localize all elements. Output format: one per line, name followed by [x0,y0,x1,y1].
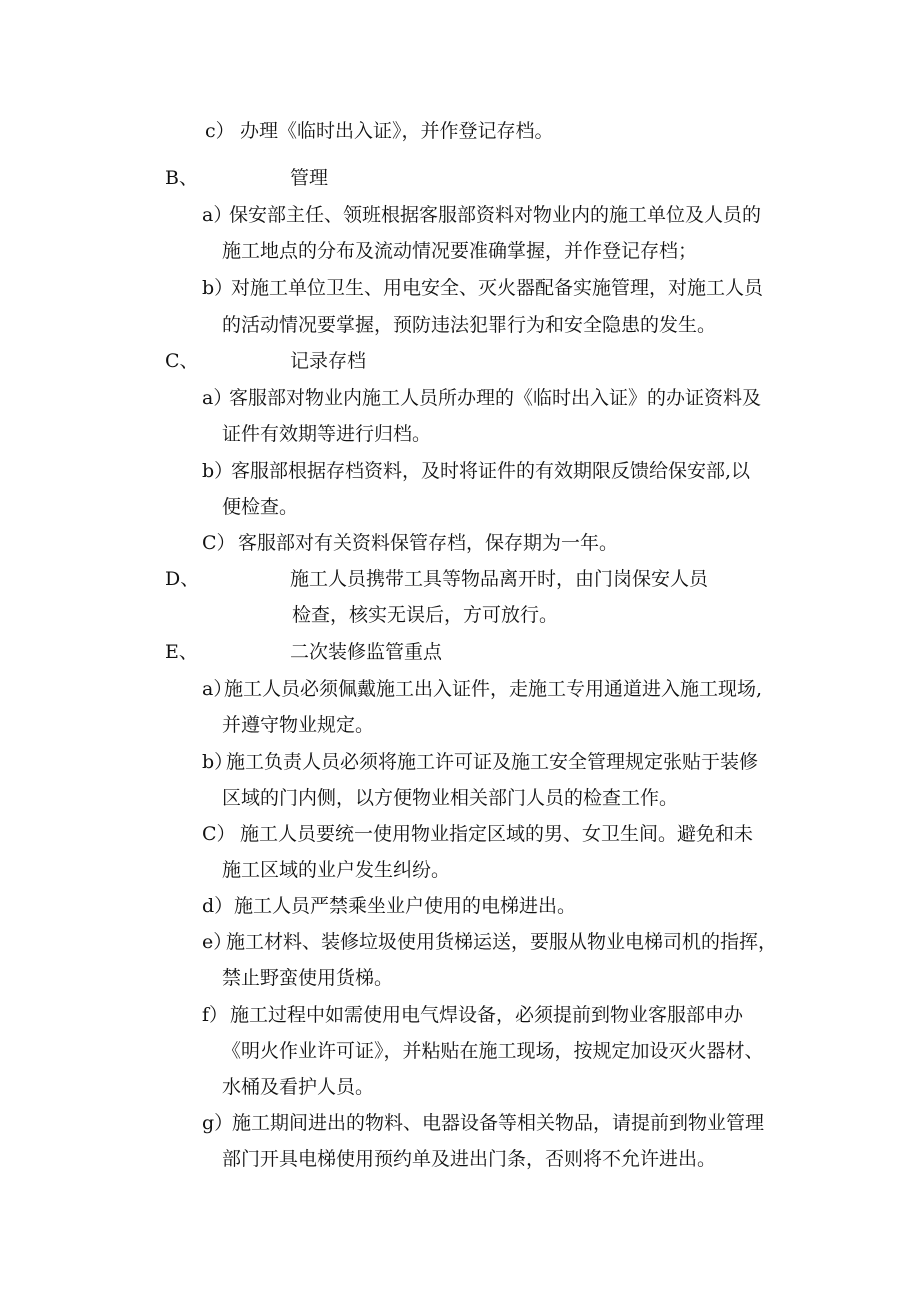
item-text: 施工材料、装修垃圾使用货梯运送，要服从物业电梯司机的指挥， [226,931,778,953]
item-label: C） [202,823,236,845]
item-label: b） [202,277,234,299]
item-label: g） [202,1112,234,1134]
item-text: 并遵守物业规定。 [222,714,375,736]
section-label-e: E、 [165,641,198,663]
item-text: 客服部对物业内施工人员所办理的《临时出入证》的办证资料及 [229,387,762,409]
item-text: 施工人员必须佩戴施工出入证件，走施工专用通道进入施工现场, [224,678,763,700]
section-text-d: 检查，核实无误后，方可放行。 [292,604,559,626]
item-text: 保安部主任、领班根据客服部资料对物业内的施工单位及人员的 [229,204,762,226]
item-label: d） [202,895,234,917]
item-label: C） [202,532,236,554]
item-text: 便检查。 [222,496,299,518]
item-text: 施工区域的业户发生纠纷。 [222,859,451,881]
item-text: 施工人员要统一使用物业指定区域的男、女卫生间。避免和未 [240,823,754,845]
item-label: b） [202,751,234,773]
section-label-d: D、 [165,568,200,590]
section-title-c: 记录存档 [290,350,367,372]
item-label: c） [205,120,235,142]
section-text-d: 施工人员携带工具等物品离开时，由门岗保安人员 [290,568,709,590]
item-text: 客服部对有关资料保管存档，保存期为一年。 [238,532,619,554]
item-label: a） [202,387,233,409]
item-text: 证件有效期等进行归档。 [222,423,432,445]
item-label: b） [202,460,234,482]
item-text: 施工期间进出的物料、电器设备等相关物品，请提前到物业管理 [232,1112,765,1134]
item-text: 水桶及看护人员。 [222,1076,375,1098]
item-text: 禁止野蛮使用货梯。 [222,967,394,989]
section-title-e: 二次装修监管重点 [290,641,443,663]
item-text: 办理《临时出入证》，并作登记存档。 [240,120,554,142]
item-label: f） [202,1004,229,1026]
item-label: a） [202,204,233,226]
section-label-c: C、 [165,350,199,372]
section-title-b: 管理 [290,167,329,189]
section-label-b: B、 [165,167,198,189]
item-label: e） [202,931,233,953]
item-text: 客服部根据存档资料，及时将证件的有效期限反馈给保安部,以 [231,460,751,482]
item-text: 部门开具电梯使用预约单及进出门条，否则将不允许进出。 [222,1148,717,1170]
item-text: 对施工单位卫生、用电安全、灭火器配备实施管理，对施工人员 [231,277,764,299]
item-text: 施工负责人员必须将施工许可证及施工安全管理规定张贴于装修 [226,751,759,773]
item-text: 《明火作业许可证》，并粘贴在施工现场，按规定加设灭火器材、 [222,1040,764,1062]
item-label: a） [202,678,233,700]
item-text: 施工人员严禁乘坐业户使用的电梯进出。 [234,895,577,917]
item-text: 区域的门内侧，以方便物业相关部门人员的检查工作。 [222,787,679,809]
item-text: 施工过程中如需使用电气焊设备，必须提前到物业客服部申办 [230,1004,744,1026]
item-text: 的活动情况要掌握，预防违法犯罪行为和安全隐患的发生。 [222,314,717,336]
item-text: 施工地点的分布及流动情况要准确掌握，并作登记存档； [222,240,698,262]
